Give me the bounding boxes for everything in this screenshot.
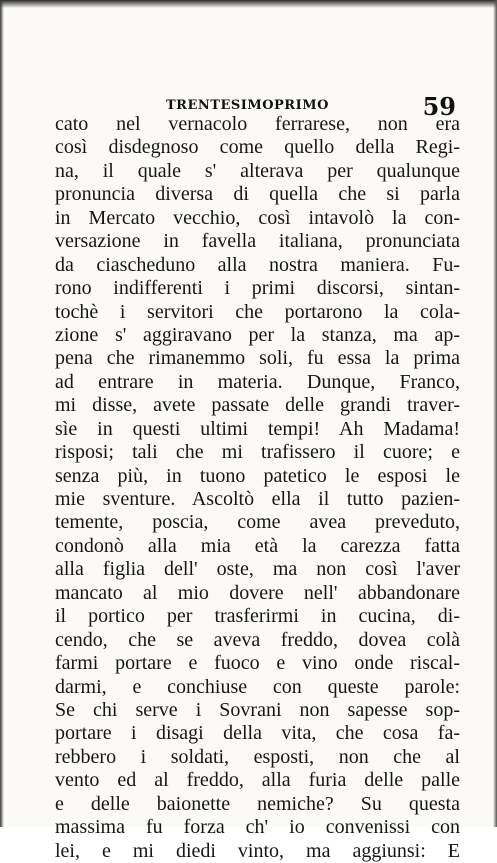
text-line: il portico per trasferirmi in cucina, di- xyxy=(55,605,460,628)
running-title: TRENTESIMOPRIMO xyxy=(166,98,329,113)
text-line: vento ed al freddo, alla furia delle palle xyxy=(55,769,460,792)
text-line: zione s' aggiravano per la stanza, ma ap- xyxy=(55,323,460,346)
text-line: versazione in favella italiana, pronunciata xyxy=(55,230,460,253)
text-line: temente, poscia, come avea preveduto, xyxy=(55,511,460,534)
text-line: farmi portare e fuoco e vino onde riscal- xyxy=(55,652,460,675)
text-line: mancato al mio dovere nell' abbandonare xyxy=(55,581,460,604)
text-line: na, il quale s' alterava per qualunque xyxy=(55,159,460,182)
text-line: così disdegnoso come quello della Regi- xyxy=(55,136,460,159)
text-line: pena che rimanemmo soli, fu essa la prima xyxy=(55,347,460,370)
text-line: risposi; tali che mi trafissero il cuore; e xyxy=(55,441,460,464)
text-line: rebbero i soldati, esposti, non che al xyxy=(55,745,460,768)
page-edge-right xyxy=(493,0,497,827)
text-line: tochè i servitori che portarono la cola- xyxy=(55,300,460,323)
text-line: e delle baionette nemiche? Su questa xyxy=(55,792,460,815)
text-line: in Mercato vecchio, così intavolò la con- xyxy=(55,206,460,229)
text-line: cendo, che se aveva freddo, dovea colà xyxy=(55,628,460,651)
text-line: da ciascheduno alla nostra maniera. Fu- xyxy=(55,253,460,276)
text-line: alla figlia dell' oste, ma non così l'aver xyxy=(55,558,460,581)
text-line: senza più, in tuono patetico le esposi le xyxy=(55,464,460,487)
text-line: cato nel vernacolo ferrarese, non era xyxy=(55,113,460,135)
text-line: mie sventure. Ascoltò ella il tutto pazien- xyxy=(55,488,460,510)
text-line: portare i disagi della vita, che cosa fa- xyxy=(55,722,460,745)
text-line: sìe in questi ultimi tempi! Ah Madama! xyxy=(55,417,460,440)
text-line: lei, e mi diedi vinto, ma aggiunsi: E xyxy=(55,839,460,862)
text-line: Se chi serve i Sovrani non sapesse sop- xyxy=(55,698,460,721)
text-line: ad entrare in materia. Dunque, Franco, xyxy=(55,370,460,393)
text-line: mi disse, avete passate delle grandi traver- xyxy=(55,394,460,417)
text-line: condonò alla mia età la carezza fatta xyxy=(55,534,460,557)
body-text xyxy=(55,113,460,863)
page-edge-left xyxy=(0,0,4,827)
text-line: pronuncia diversa di quella che si parla xyxy=(55,183,460,206)
text-line: massima fu forza ch' io convenissi con xyxy=(55,816,460,839)
text-line: darmi, e conchiuse con queste parole: xyxy=(55,675,460,698)
page-number: 59 xyxy=(422,92,456,121)
page-edge-top xyxy=(0,0,497,8)
text-line: rono indifferenti i primi discorsi, sintan- xyxy=(55,277,460,300)
